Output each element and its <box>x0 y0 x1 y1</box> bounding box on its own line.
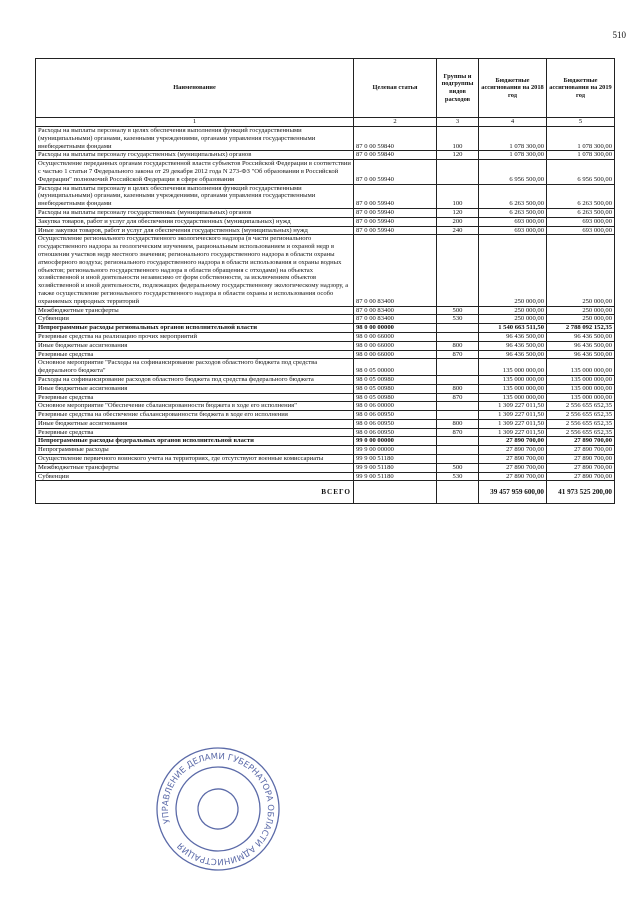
row-amount-2019: 1 078 300,00 <box>547 151 615 160</box>
row-code: 98 0 00 66000 <box>354 350 437 359</box>
table-row <box>36 393 615 402</box>
row-amount-2018: 96 436 500,00 <box>479 332 547 341</box>
column-number: 2 <box>354 118 437 127</box>
row-amount-2018: 96 436 500,00 <box>479 341 547 350</box>
row-name: Непрограммные расходы <box>36 446 354 455</box>
row-group: 500 <box>437 306 479 315</box>
total-2018: 39 457 959 600,00 <box>479 481 547 504</box>
row-name: Резервные средства на реализацию прочих мероприятий <box>36 332 354 341</box>
row-group: 120 <box>437 208 479 217</box>
row-name: Основное мероприятие "Расходы на софинансирование расходов областного бюджета под средства федерального бюджета" <box>36 359 354 376</box>
row-group <box>437 411 479 420</box>
column-number: 5 <box>547 118 615 127</box>
table-row <box>36 341 615 350</box>
row-amount-2018: 27 890 700,00 <box>479 437 547 446</box>
row-name: Расходы на выплаты персоналу государственных (муниципальных) органов <box>36 151 354 160</box>
row-code: 87 0 00 83400 <box>354 235 437 306</box>
row-amount-2018: 250 000,00 <box>479 306 547 315</box>
row-name: Основное мероприятие "Обеспечение сбалансированности бюджета в ходе его исполнения" <box>36 402 354 411</box>
budget-table <box>35 58 615 504</box>
row-code: 98 0 06 00950 <box>354 419 437 428</box>
row-name: Непрограммные расходы федеральных органов исполнительной власти <box>36 437 354 446</box>
row-code: 87 0 00 59940 <box>354 217 437 226</box>
header-group: Группы и подгруппы видов расходов <box>437 59 479 118</box>
table-row <box>36 472 615 481</box>
row-code: 98 0 05 00980 <box>354 384 437 393</box>
row-amount-2019: 250 000,00 <box>547 306 615 315</box>
row-amount-2019: 250 000,00 <box>547 235 615 306</box>
row-group: 800 <box>437 341 479 350</box>
table-row <box>36 446 615 455</box>
row-amount-2019: 27 890 700,00 <box>547 463 615 472</box>
table-row <box>36 332 615 341</box>
row-name: Резервные средства <box>36 393 354 402</box>
total-group-cell <box>437 481 479 504</box>
total-row <box>36 481 615 504</box>
row-amount-2018: 6 263 500,00 <box>479 208 547 217</box>
row-amount-2018: 135 000 000,00 <box>479 375 547 384</box>
column-number: 1 <box>36 118 354 127</box>
row-code: 87 0 00 59940 <box>354 208 437 217</box>
row-code: 98 0 05 00980 <box>354 375 437 384</box>
row-group: 870 <box>437 350 479 359</box>
row-amount-2019: 2 556 655 652,35 <box>547 402 615 411</box>
row-name: Осуществление первичного воинского учета на территориях, где отсутствуют военные комиссариаты <box>36 455 354 464</box>
row-group: 100 <box>437 184 479 208</box>
row-name: Расходы на выплаты персоналу в целях обеспечения выполнения функций государственными (муниципальными) органами, казенными учреждениями, органами управления государственными внебюджетными фондами <box>36 184 354 208</box>
row-group: 800 <box>437 384 479 393</box>
row-amount-2019: 27 890 700,00 <box>547 446 615 455</box>
row-name: Иные бюджетные ассигнования <box>36 341 354 350</box>
row-group <box>437 359 479 376</box>
row-group <box>437 375 479 384</box>
row-amount-2019: 6 956 500,00 <box>547 160 615 184</box>
row-amount-2018: 1 540 663 511,50 <box>479 324 547 333</box>
table-row <box>36 324 615 333</box>
row-name: Субвенции <box>36 472 354 481</box>
column-number: 3 <box>437 118 479 127</box>
table-row <box>36 463 615 472</box>
row-name: Иные бюджетные ассигнования <box>36 384 354 393</box>
row-amount-2018: 1 309 227 011,50 <box>479 428 547 437</box>
table-row <box>36 127 615 151</box>
table-row <box>36 208 615 217</box>
row-code: 98 0 00 66000 <box>354 332 437 341</box>
total-code-cell <box>354 481 437 504</box>
row-code: 98 0 06 00950 <box>354 428 437 437</box>
row-group <box>437 332 479 341</box>
seal-text <box>147 738 288 879</box>
table-body <box>36 127 615 481</box>
row-name: Расходы на выплаты персоналу государственных (муниципальных) органов <box>36 208 354 217</box>
row-code: 98 0 05 00000 <box>354 359 437 376</box>
row-name: Иные бюджетные ассигнования <box>36 419 354 428</box>
row-code: 98 0 06 00950 <box>354 411 437 420</box>
row-group <box>437 455 479 464</box>
row-amount-2018: 1 309 227 011,50 <box>479 419 547 428</box>
column-number: 4 <box>479 118 547 127</box>
row-amount-2018: 1 309 227 011,50 <box>479 411 547 420</box>
table-row <box>36 411 615 420</box>
row-code: 87 0 00 59940 <box>354 160 437 184</box>
row-amount-2019: 27 890 700,00 <box>547 455 615 464</box>
table-row <box>36 184 615 208</box>
row-group <box>437 235 479 306</box>
row-code: 98 0 06 00000 <box>354 402 437 411</box>
row-amount-2018: 6 263 500,00 <box>479 184 547 208</box>
row-code: 87 0 00 59840 <box>354 151 437 160</box>
row-group <box>437 446 479 455</box>
row-code: 87 0 00 83400 <box>354 306 437 315</box>
row-amount-2018: 27 890 700,00 <box>479 446 547 455</box>
row-amount-2019: 96 436 500,00 <box>547 332 615 341</box>
row-amount-2018: 135 000 000,00 <box>479 384 547 393</box>
row-amount-2019: 2 788 092 152,35 <box>547 324 615 333</box>
header-2018: Бюджетные ассигнования на 2018 год <box>479 59 547 118</box>
row-amount-2019: 2 556 655 652,35 <box>547 419 615 428</box>
row-amount-2019: 96 436 500,00 <box>547 350 615 359</box>
row-group: 800 <box>437 419 479 428</box>
row-code: 99 0 00 00000 <box>354 437 437 446</box>
row-amount-2019: 135 000 000,00 <box>547 393 615 402</box>
row-amount-2019: 2 556 655 652,35 <box>547 411 615 420</box>
header-2019: Бюджетные ассигнования на 2019 год <box>547 59 615 118</box>
row-amount-2019: 135 000 000,00 <box>547 384 615 393</box>
table-row <box>36 226 615 235</box>
row-group <box>437 402 479 411</box>
row-amount-2018: 1 309 227 011,50 <box>479 402 547 411</box>
row-code: 87 0 00 59940 <box>354 184 437 208</box>
table-row <box>36 359 615 376</box>
table-row <box>36 306 615 315</box>
table-row <box>36 402 615 411</box>
row-code: 99 9 00 00000 <box>354 446 437 455</box>
row-amount-2019: 6 263 500,00 <box>547 208 615 217</box>
table-row <box>36 160 615 184</box>
row-code: 87 0 00 83400 <box>354 315 437 324</box>
row-amount-2019: 693 000,00 <box>547 217 615 226</box>
row-amount-2018: 135 000 000,00 <box>479 393 547 402</box>
row-code: 98 0 05 00980 <box>354 393 437 402</box>
row-group <box>437 324 479 333</box>
row-amount-2019: 1 078 300,00 <box>547 127 615 151</box>
table-row <box>36 437 615 446</box>
row-amount-2019: 2 556 655 652,35 <box>547 428 615 437</box>
row-amount-2018: 250 000,00 <box>479 315 547 324</box>
row-name: Резервные средства <box>36 428 354 437</box>
table-row <box>36 375 615 384</box>
row-name: Осуществление регионального государственного экологического надзора (в части регионального государственного надзора за геологическим изучением, рациональным использованием и охраной недр в отношении участков недр местного значения; регионального государственного надзора в области охраны атмосферного воздуха; регионального государственного надзора в области использования и охраны водных объектов; регионального государственного надзора в области обращения с отходами) на объектах хозяйственной и иной деятельности независимо от форм собственности, за исключением объектов хозяйственной и иной деятельности, подлежащих федеральному государственному экологическому надзору, а также осуществление регионального государственного надзора в области охраны и использования особо охраняемых природных территорий <box>36 235 354 306</box>
official-seal <box>139 730 297 888</box>
table-row <box>36 419 615 428</box>
row-amount-2019: 96 436 500,00 <box>547 341 615 350</box>
table-row <box>36 384 615 393</box>
row-amount-2018: 6 956 500,00 <box>479 160 547 184</box>
header-row <box>36 59 615 118</box>
row-group <box>437 437 479 446</box>
row-name: Межбюджетные трансферты <box>36 306 354 315</box>
row-name: Резервные средства <box>36 350 354 359</box>
row-group: 500 <box>437 463 479 472</box>
row-amount-2018: 27 890 700,00 <box>479 472 547 481</box>
row-code: 98 0 00 66000 <box>354 341 437 350</box>
table-row <box>36 455 615 464</box>
row-code: 87 0 00 59940 <box>354 226 437 235</box>
row-amount-2019: 27 890 700,00 <box>547 472 615 481</box>
row-name: Межбюджетные трансферты <box>36 463 354 472</box>
row-group: 200 <box>437 217 479 226</box>
table-row <box>36 217 615 226</box>
row-amount-2018: 96 436 500,00 <box>479 350 547 359</box>
table-row <box>36 151 615 160</box>
total-label: ВСЕГО <box>36 481 354 504</box>
row-code: 99 9 00 51180 <box>354 455 437 464</box>
header-name: Наименование <box>36 59 354 118</box>
table-row <box>36 315 615 324</box>
row-amount-2019: 135 000 000,00 <box>547 359 615 376</box>
row-amount-2018: 27 890 700,00 <box>479 455 547 464</box>
row-amount-2018: 693 000,00 <box>479 226 547 235</box>
row-amount-2018: 135 000 000,00 <box>479 359 547 376</box>
column-numbers-row <box>36 118 615 127</box>
row-amount-2018: 1 078 300,00 <box>479 151 547 160</box>
row-name: Расходы на софинансирование расходов областного бюджета под средства федерального бюджета <box>36 375 354 384</box>
row-amount-2018: 27 890 700,00 <box>479 463 547 472</box>
row-name: Резервные средства на обеспечение сбалансированности бюджета в ходе его исполнения <box>36 411 354 420</box>
table-row <box>36 428 615 437</box>
row-group: 240 <box>437 226 479 235</box>
row-amount-2018: 693 000,00 <box>479 217 547 226</box>
row-code: 98 0 00 00000 <box>354 324 437 333</box>
row-code: 99 9 00 51180 <box>354 472 437 481</box>
row-name: Субвенции <box>36 315 354 324</box>
row-group: 100 <box>437 127 479 151</box>
row-group: 530 <box>437 472 479 481</box>
row-code: 99 9 00 51180 <box>354 463 437 472</box>
row-group: 870 <box>437 393 479 402</box>
row-group <box>437 160 479 184</box>
total-2019: 41 973 525 200,00 <box>547 481 615 504</box>
page-number: 510 <box>612 30 626 40</box>
table-row <box>36 235 615 306</box>
row-group: 530 <box>437 315 479 324</box>
row-amount-2019: 6 263 500,00 <box>547 184 615 208</box>
row-amount-2018: 1 078 300,00 <box>479 127 547 151</box>
seal-center-ring <box>193 784 242 833</box>
row-name: Осуществление переданных органам государственной власти субъектов Российской Федерации в соответствии с частью 1 статьи 7 Федерального закона от 29 декабря 2012 года N 273-ФЗ "Об образовании в Российской Федерации" полномочий Российской Федерации в сфере образования <box>36 160 354 184</box>
seal-text-path: УПРАВЛЕНИЕ ДЕЛАМИ ГУБЕРНАТОРА ОБЛАСТИ АДМИНИСТРАЦИЯ <box>160 751 276 867</box>
row-amount-2019: 250 000,00 <box>547 315 615 324</box>
header-code: Целевая статья <box>354 59 437 118</box>
row-name: Непрограммные расходы региональных органов исполнительной власти <box>36 324 354 333</box>
row-amount-2019: 27 890 700,00 <box>547 437 615 446</box>
row-amount-2019: 135 000 000,00 <box>547 375 615 384</box>
row-name: Иные закупки товаров, работ и услуг для обеспечения государственных (муниципальных) нужд <box>36 226 354 235</box>
row-name: Расходы на выплаты персоналу в целях обеспечения выполнения функций государственными (муниципальными) органами, казенными учреждениями, органами управления государственными внебюджетными фондами <box>36 127 354 151</box>
row-group: 120 <box>437 151 479 160</box>
row-name: Закупка товаров, работ и услуг для обеспечения государственных (муниципальных) нужд <box>36 217 354 226</box>
row-amount-2019: 693 000,00 <box>547 226 615 235</box>
row-code: 87 0 00 59840 <box>354 127 437 151</box>
row-amount-2018: 250 000,00 <box>479 235 547 306</box>
row-group: 870 <box>437 428 479 437</box>
table-row <box>36 350 615 359</box>
